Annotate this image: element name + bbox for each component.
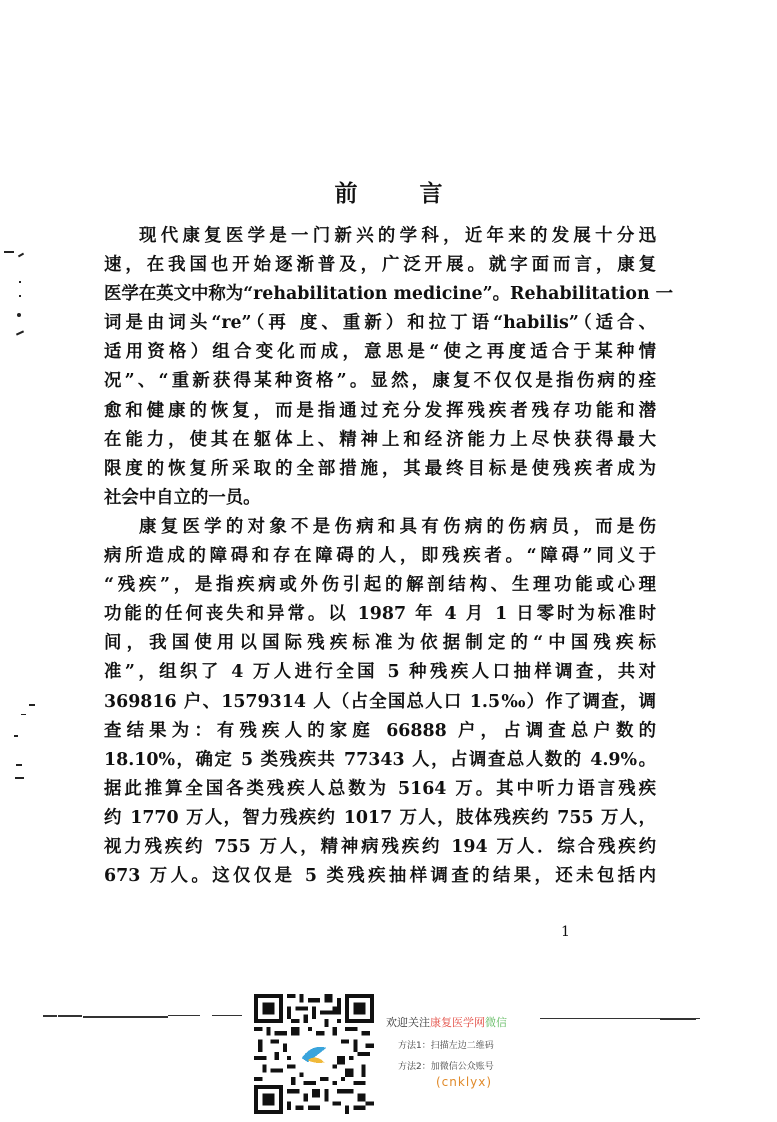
footer-rule-left — [168, 1015, 200, 1016]
promo-brand: 康复医学网 — [430, 1016, 485, 1029]
paragraph-line: 康复医学的对象不是伤病和具有伤病的伤病员，而是伤 — [139, 516, 656, 537]
paragraph-line: 369816 户、1579314 人（占全国总人口 1.5‰）作了调查，调 — [104, 691, 656, 712]
paragraph-line: 病所造成的障碍和存在障碍的人，即残疾者。“障碍”同义于 — [104, 546, 656, 567]
paragraph-line: 医学在英文中称为“rehabilitation medicine”。Rehabilitation 一 — [104, 284, 674, 305]
promo-method-1: 方法1：扫描左边二维码 — [398, 1041, 494, 1051]
footer-rule-left — [58, 1015, 82, 1017]
paragraph-line: 限度的恢复所采取的全部措施，其最终目标是使残疾者成为 — [104, 458, 656, 479]
paragraph-line: 况”、“重新获得某种资格”。显然，康复不仅仅是指伤病的痊 — [104, 371, 656, 392]
promo-wechat: 微信 — [485, 1016, 507, 1029]
paragraph-line: 功能的任何丧失和异常。以 1987 年 4 月 1 日零时为标准时 — [104, 604, 656, 625]
paragraph-line: 愈和健康的恢复，而是指通过充分发挥残疾者残存功能和潜 — [104, 400, 656, 421]
page-title — [0, 175, 777, 208]
footer-rule-right — [660, 1018, 696, 1020]
scan-artifact — [18, 253, 24, 258]
footer-rule-left — [43, 1015, 57, 1017]
wechat-account-id: (cnklyx) — [436, 1075, 493, 1089]
qr-code-icon[interactable] — [254, 994, 374, 1114]
scan-artifact — [29, 704, 35, 706]
paragraph-line: 间，我国使用以国际残疾标准为依据制定的“中国残疾标 — [104, 633, 656, 654]
paragraph-line: 在能力，使其在躯体上、精神上和经济能力上尽快获得最大 — [104, 429, 656, 450]
paragraph-line: 适用资格）组合变化而成，意思是“使之再度适合于某种情 — [104, 342, 656, 363]
scan-artifact — [16, 330, 24, 335]
paragraph-line: 约 1770 万人，智力残疾约 1017 万人，肢体残疾约 755 万人， — [104, 807, 656, 828]
scan-artifact — [19, 281, 21, 283]
paragraph-line: 18.10%，确定 5 类残疾共 77343 人，占调查总人数的 4.9%。 — [104, 749, 656, 770]
scan-artifact — [4, 251, 14, 253]
paragraph-line: 查结果为：有残疾人的家庭 66888 户，占调查总户数的 — [104, 720, 656, 741]
scan-artifact — [15, 777, 24, 779]
scan-artifact — [14, 735, 18, 737]
page-title-char-1: 前 — [334, 181, 358, 208]
promo-prefix: 欢迎关注 — [386, 1016, 430, 1029]
promo-headline — [386, 1014, 507, 1030]
page-title-char-2: 言 — [419, 181, 443, 208]
paragraph-line: 据此推算全国各类残疾人总数为 5164 万。其中听力语言残疾 — [104, 778, 656, 799]
scan-artifact — [19, 295, 21, 297]
scan-artifact — [16, 764, 22, 766]
paragraph-line: 社会中自立的一员。 — [104, 487, 261, 508]
scan-artifact — [21, 714, 26, 715]
scan-artifact — [17, 313, 21, 317]
paragraph-line: 准”，组织了 4 万人进行全国 5 种残疾人口抽样调查，共对 — [104, 662, 656, 683]
footer-rule-left — [83, 1016, 168, 1018]
paragraph-line: 673 万人。这仅仅是 5 类残疾抽样调查的结果，还未包括内 — [104, 866, 656, 887]
wechat-promo — [386, 1014, 507, 1089]
body-text — [104, 222, 674, 891]
paragraph-line: 词是由词头“re”（再 度、重新）和拉丁语“habilis”（适合、 — [104, 313, 656, 334]
paragraph-line: “残疾”，是指疾病或外伤引起的解剖结构、生理功能或心理 — [104, 575, 656, 596]
paragraph-line: 视力残疾约 755 万人，精神病残疾约 194 万人．综合残疾约 — [104, 836, 656, 857]
paragraph-line: 现代康复医学是一门新兴的学科，近年来的发展十分迅 — [139, 226, 656, 246]
page-number: 1 — [561, 924, 570, 940]
footer-rule-left — [212, 1015, 242, 1016]
paragraph-line: 速，在我国也开始逐渐普及，广泛开展。就字面而言，康复 — [104, 255, 656, 276]
promo-method-2: 方法2：加微信公众账号 — [398, 1062, 494, 1072]
